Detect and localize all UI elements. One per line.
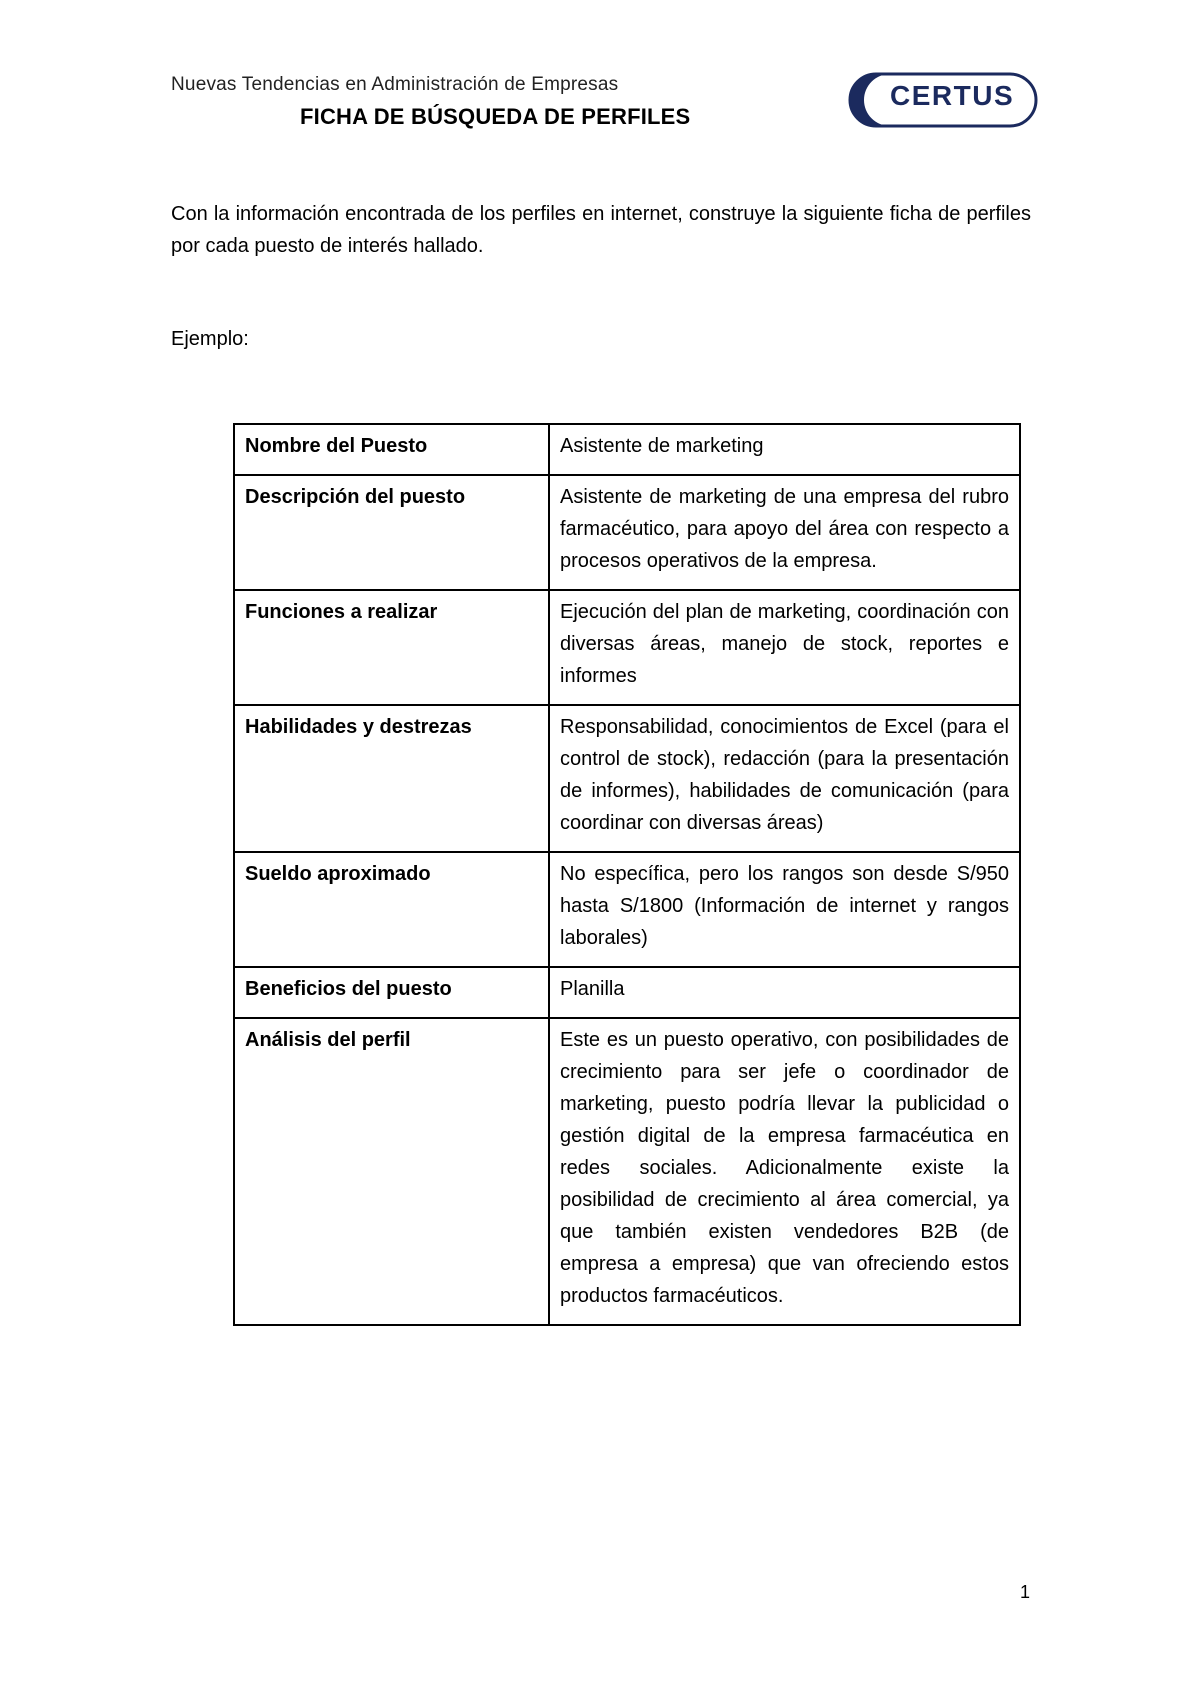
table-row xyxy=(234,967,1020,1018)
table-row xyxy=(234,1018,1020,1325)
row-label: Sueldo aproximado xyxy=(234,852,549,967)
table-row xyxy=(234,852,1020,967)
table-row xyxy=(234,705,1020,852)
row-label: Habilidades y destrezas xyxy=(234,705,549,852)
logo-wordmark: CERTUS xyxy=(890,80,1015,111)
intro-paragraph: Con la información encontrada de los perfiles en internet, construye la siguiente ficha de perfiles por cada puesto de interés hallado. xyxy=(171,203,1031,257)
table-row xyxy=(234,475,1020,590)
page-number: 1 xyxy=(1020,1582,1031,1602)
table-row xyxy=(234,590,1020,705)
row-value: Asistente de marketing de una empresa del rubro farmacéutico, para apoyo del área con respecto a procesos operativos de la empresa. xyxy=(549,475,1020,590)
row-label: Nombre del Puesto xyxy=(234,424,549,475)
row-value: Responsabilidad, conocimientos de Excel (para el control de stock), redacción (para la presentación de informes), habilidades de comunicación (para coordinar con diversas áreas) xyxy=(549,705,1020,852)
course-name: Nuevas Tendencias en Administración de Empresas xyxy=(171,74,619,95)
row-label: Beneficios del puesto xyxy=(234,967,549,1018)
example-label: Ejemplo: xyxy=(171,328,249,350)
row-value: Ejecución del plan de marketing, coordinación con diversas áreas, manejo de stock, reportes e informes xyxy=(549,590,1020,705)
row-value: Este es un puesto operativo, con posibilidades de crecimiento para ser jefe o coordinador de marketing, puesto podría llevar la publicidad o gestión digital de la empresa farmacéutica en redes sociales. Adicionalmente existe la posibilidad de crecimiento al área comercial, ya que también existen vendedores B2B (de empresa a empresa) que van ofreciendo estos productos farmacéuticos. xyxy=(549,1018,1020,1325)
row-label: Análisis del perfil xyxy=(234,1018,549,1325)
row-value: Planilla xyxy=(549,967,1020,1018)
page-title: FICHA DE BÚSQUEDA DE PERFILES xyxy=(300,104,691,129)
profile-table xyxy=(233,423,1021,1326)
row-label: Funciones a realizar xyxy=(234,590,549,705)
table-row xyxy=(234,424,1020,475)
row-value: Asistente de marketing xyxy=(549,424,1020,475)
row-label: Descripción del puesto xyxy=(234,475,549,590)
row-value: No específica, pero los rangos son desde S/950 hasta S/1800 (Información de internet y rangos laborales) xyxy=(549,852,1020,967)
